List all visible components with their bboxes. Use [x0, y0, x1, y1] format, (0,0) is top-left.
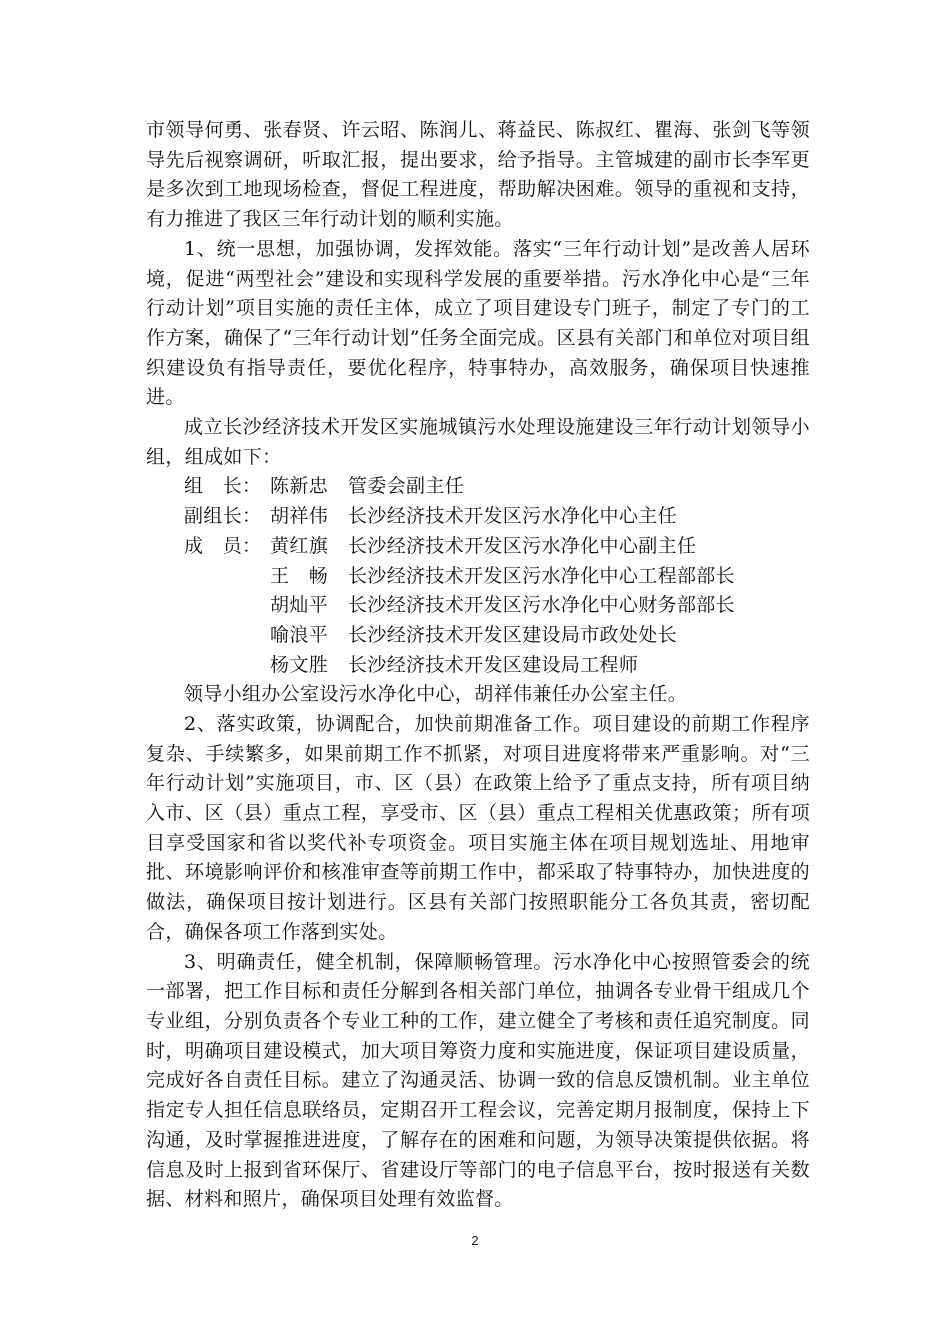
- roster-role: [146, 562, 270, 592]
- roster-position: 长沙经济技术开发区建设局市政处处长: [348, 623, 677, 646]
- paragraph-office: 领导小组办公室设污水净化中心，胡祥伟兼任办公室主任。: [184, 683, 688, 706]
- paragraph-section-2: 2、落实政策，协调配合，加快前期准备工作。项目建设的前期工作程序复杂、手续繁多，如果前期工作不抓紧，对项目进度将带来严重影响。对“三年行动计划”实施项目，市、区（县）在政策上给予了重点支持，所有项目纳入市、区（县）重点工程，享受市、区（县）重点工程相关优惠政策；所有项目享受国家和省以奖代补专项资金。项目实施主体在项目规划选址、用地审批、环境影响评价和核准审查等前期工作中，都采取了特事特办，加快进度的做法，确保项目按计划进行。区县有关部门按照职能分工各负其责，密切配合，确保各项工作落到实处。: [146, 712, 810, 943]
- roster-row: [146, 502, 810, 532]
- roster-row: [146, 651, 810, 681]
- roster-position: 管委会副主任: [348, 475, 465, 498]
- document-body: [146, 116, 810, 1215]
- roster-name: 喻浪平: [270, 623, 329, 646]
- roster-name: 陈新忠: [270, 475, 329, 498]
- roster-row: [146, 532, 810, 562]
- roster-name: 胡祥伟: [270, 505, 329, 528]
- roster-role: 成 员：: [184, 534, 262, 557]
- roster-row: [146, 472, 810, 502]
- roster-name: 杨文胜: [270, 653, 329, 676]
- roster-name: 黄红旗: [270, 534, 329, 557]
- paragraph-group-intro: 成立长沙经济技术开发区实施城镇污水处理设施建设三年行动计划领导小组，组成如下：: [146, 416, 810, 468]
- roster-role: [146, 591, 270, 621]
- roster-role: 组 长：: [184, 475, 262, 498]
- roster-position: 长沙经济技术开发区污水净化中心工程部部长: [348, 564, 736, 587]
- roster-position: 长沙经济技术开发区污水净化中心主任: [348, 505, 677, 528]
- roster-position: 长沙经济技术开发区污水净化中心财务部部长: [348, 594, 736, 617]
- paragraph-section-1: 1、统一思想，加强协调，发挥效能。落实“三年行动计划”是改善人居环境，促进“两型社会”建设和实现科学发展的重要举措。污水净化中心是“三年行动计划”项目实施的责任主体，成立了项目建设专门班子，制定了专门的工作方案，确保了“三年行动计划”任务全面完成。区县有关部门和单位对项目组织建设负有指导责任，要优化程序，特事特办，高效服务，确保项目快速推进。: [146, 237, 810, 409]
- paragraph-section-3: 3、明确责任，健全机制，保障顺畅管理。污水净化中心按照管委会的统一部署，把工作目标和责任分解到各相关部门单位，抽调各专业骨干组成几个专业组，分别负责各个专业工种的工作，建立健全了考核和责任追究制度。同时，明确项目建设模式，加大项目筹资力度和实施进度，保证项目建设质量，完成好各自责任目标。建立了沟通灵活、协调一致的信息反馈机制。业主单位指定专人担任信息联络员，定期召开工程会议，完善定期月报制度，保持上下沟通，及时掌握推进进度，了解存在的困难和问题，为领导决策提供依据。将信息及时上报到省环保厅、省建设厅等部门的电子信息平台，按时报送有关数据、材料和照片，确保项目处理有效监督。: [146, 950, 810, 1211]
- roster-role: [146, 651, 270, 681]
- roster-name: 王 畅: [270, 564, 329, 587]
- roster-row: [146, 562, 810, 592]
- roster-position: 长沙经济技术开发区建设局工程师: [348, 653, 639, 676]
- leadership-roster: [146, 472, 810, 680]
- roster-position: 长沙经济技术开发区污水净化中心副主任: [348, 534, 697, 557]
- paragraph-leaders-visit: 市领导何勇、张春贤、许云昭、陈润儿、蒋益民、陈叔红、瞿海、张剑飞等领导先后视察调研，听取汇报，提出要求，给予指导。主管城建的副市长李军更是多次到工地现场检查，督促工程进度，帮助解决困难。领导的重视和支持，有力推进了我区三年行动计划的顺利实施。: [146, 119, 810, 231]
- roster-role: 副组长：: [184, 505, 262, 528]
- page-number: 2: [471, 1233, 479, 1248]
- roster-role: [146, 621, 270, 651]
- roster-row: [146, 591, 810, 621]
- roster-name: 胡灿平: [270, 594, 329, 617]
- roster-row: [146, 621, 810, 651]
